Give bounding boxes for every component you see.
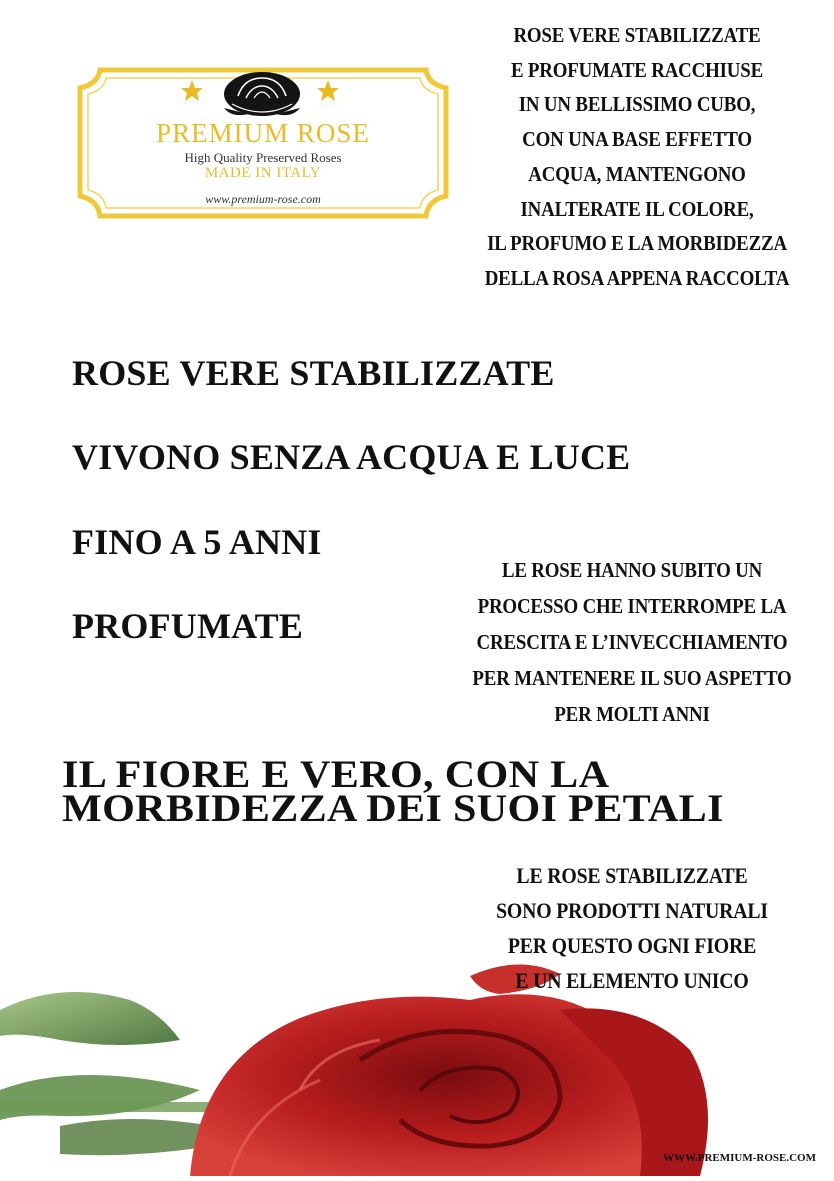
intro-line: IN UN BELLISSIMO CUBO, <box>518 92 756 117</box>
claim-no-water-light: VIVONO SENZA ACQUA E LUCE <box>72 437 631 477</box>
intro-line: ACQUA, MANTENGONO <box>528 161 746 186</box>
process-line: CRESCITA E L’INVECCHIAMENTO <box>476 630 788 654</box>
process-text-block <box>441 552 823 732</box>
natural-line: PER QUESTO OGNI FIORE <box>507 933 757 958</box>
rose-emblem-icon <box>224 72 300 116</box>
natural-line: SONO PRODOTTI NATURALI <box>496 898 768 923</box>
process-line: PROCESSO CHE INTERROMPE LA <box>477 594 787 618</box>
claim-real-roses: ROSE VERE STABILIZZATE <box>72 353 555 393</box>
headline-line: MORBIDEZZA DEI SUOI PETALI <box>62 787 724 830</box>
natural-line: LE ROSE STABILIZZATE <box>516 863 748 888</box>
intro-line: IL PROFUMO E LA MORBIDEZZA <box>487 231 787 256</box>
logo-title: PREMIUM ROSE <box>156 118 370 148</box>
brand-logo <box>72 64 454 222</box>
intro-line: ROSE VERE STABILIZZATE <box>513 23 761 47</box>
headline <box>62 753 724 830</box>
process-line: PER MOLTI ANNI <box>554 702 710 726</box>
claim-scented: PROFUMATE <box>72 606 304 646</box>
natural-text-block <box>441 858 823 998</box>
process-line: PER MANTENERE IL SUO ASPETTO <box>472 666 792 690</box>
intro-line: E PROFUMATE RACCHIUSE <box>510 57 764 82</box>
intro-line: CON UNA BASE EFFETTO <box>522 127 752 152</box>
headline-line: IL FIORE E VERO, CON LA <box>62 753 610 796</box>
intro-line: DELLA ROSA APPENA RACCOLTA <box>484 265 790 290</box>
footer-website[interactable]: WWW.PREMIUM-ROSE.COM <box>663 1152 816 1164</box>
claim-duration: FINO A 5 ANNI <box>72 522 322 562</box>
process-line: LE ROSE HANNO SUBITO UN <box>501 558 763 582</box>
intro-text-block <box>451 18 824 296</box>
logo-origin: MADE IN ITALY <box>204 165 322 181</box>
natural-line: E UN ELEMENTO UNICO <box>515 968 749 993</box>
intro-line: INALTERATE IL COLORE, <box>520 196 754 221</box>
logo-website: www.premium-rose.com <box>205 192 321 206</box>
logo-subtitle: High Quality Preserved Roses <box>184 150 342 165</box>
